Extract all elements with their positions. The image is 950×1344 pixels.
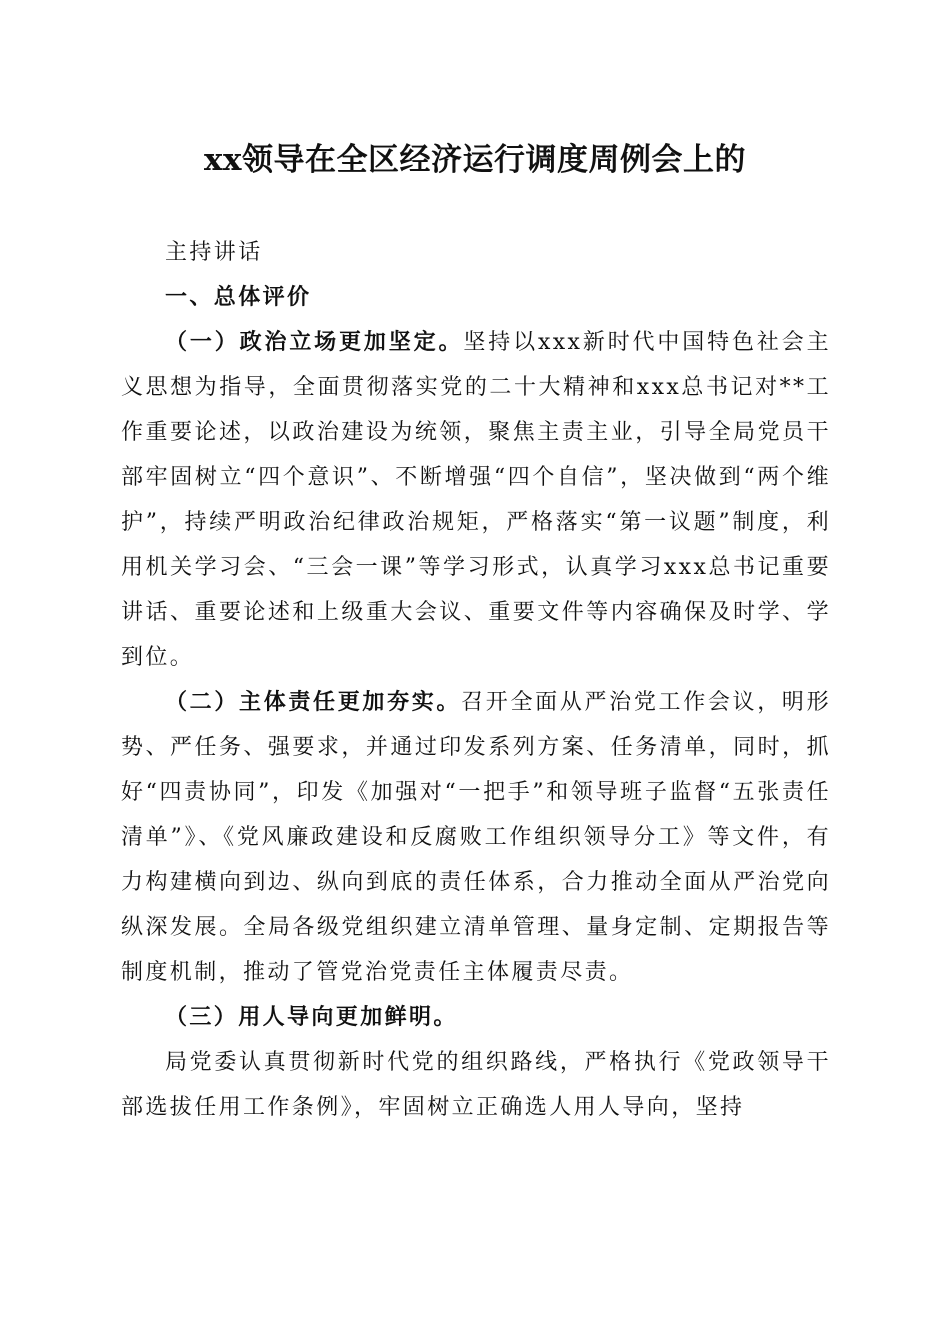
section-1-text: 坚持以xxx新时代中国特色社会主义思想为指导，全面贯彻落实党的二十大精神和xxx总书记对**工作重要论述，以政治建设为统领，聚焦主责主业，引导全局党员干部牢固树立“四个意识”、不断增强“四个自信”，坚决做到“两个维护”，持续严明政治纪律政治规矩，严格落实“第一议题”制度，利用机关学习会、“三会一课”等学习形式，认真学习xxx总书记重要讲话、重要论述和上级重大会议、重要文件等内容确保及时学、学到位。 [121,330,831,670]
section-1-lead: （一）政治立场更加坚定。 [165,329,464,355]
paragraph-section-2 [121,680,831,995]
section-2-text: 召开全面从严治党工作会议，明形势、严任务、强要求，并通过印发系列方案、任务清单，同时，抓好“四责协同”，印发《加强对“一把手”和领导班子监督“五张责任清单”》、《党风廉政建设和反腐败工作组织领导分工》等文件，有力构建横向到边、纵向到底的责任体系，合力推动全面从严治党向纵深发展。全局各级党组织建立清单管理、量身定制、定期报告等制度机制，推动了管党治党责任主体履责尽责。 [121,690,831,985]
paragraph-section-3 [121,995,831,1040]
document-body [121,230,831,1130]
document-subtitle: 主持讲话 [165,240,263,265]
heading-overall-evaluation: 一、总体评价 [165,285,312,310]
document-title: xx领导在全区经济运行调度周例会上的 [204,142,746,178]
paragraph-section-3-body: 局党委认真贯彻新时代党的组织路线，严格执行《党政领导干部选拔任用工作条例》，牢固树立正确选人用人导向，坚持 [121,1050,831,1120]
section-3-lead: （三）用人导向更加鲜明。 [165,1004,458,1030]
section-2-lead: （二）主体责任更加夯实。 [165,689,462,715]
paragraph-section-1 [121,320,831,680]
